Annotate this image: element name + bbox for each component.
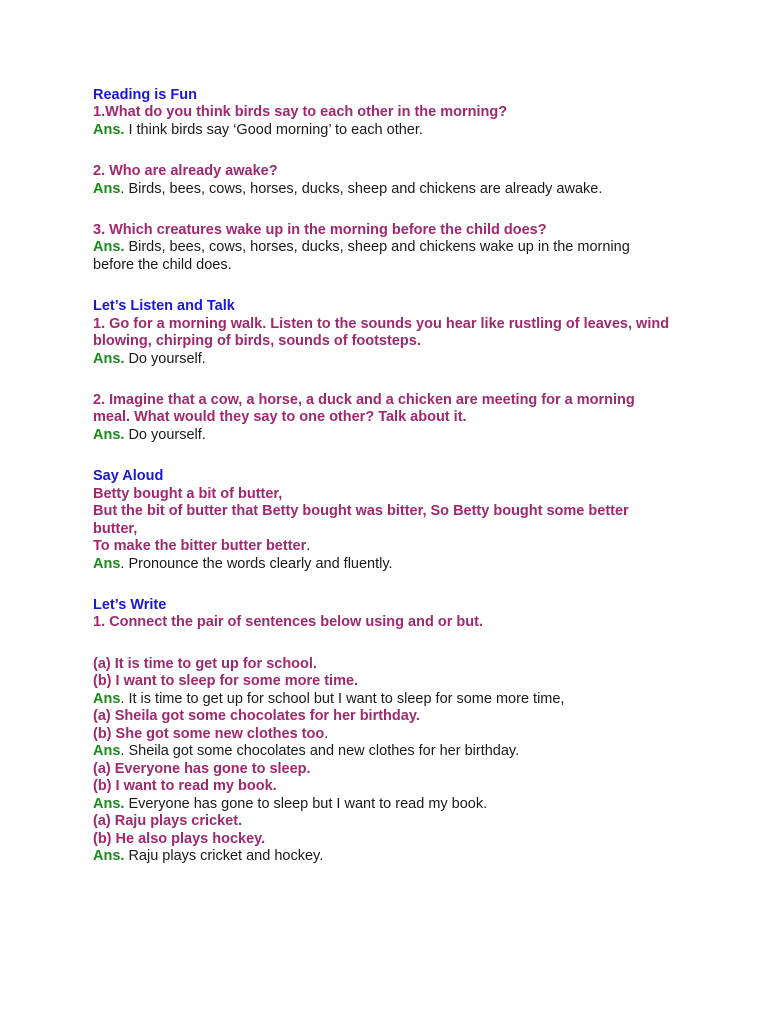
section-heading-listen: Let’s Listen and Talk bbox=[93, 298, 235, 314]
answer-text: . Sheila got some chocolates and new clothes for her birthday. bbox=[120, 743, 520, 759]
answer-label: Ans. bbox=[93, 239, 125, 255]
question-reading-1: 1.What do you think birds say to each other in the morning? bbox=[93, 104, 508, 120]
rhyme-line-2: But the bit of butter that Betty bought was bitter, So Betty bought some better bbox=[93, 503, 629, 519]
rhyme-line-3: butter, bbox=[93, 521, 138, 537]
question-listen-2-cont: meal. What would they say to one other? Talk about it. bbox=[93, 409, 467, 425]
answer-label: Ans bbox=[93, 181, 121, 197]
question-listen-1: 1. Go for a morning walk. Listen to the sounds you hear like rustling of leaves, wind bbox=[93, 316, 670, 332]
rhyme-line-1: Betty bought a bit of butter, bbox=[93, 486, 283, 502]
answer-write-2 bbox=[93, 743, 693, 761]
sentence-text: (b) She got some new clothes too bbox=[93, 726, 325, 742]
sentence-pair-1b: (b) I want to sleep for some more time. bbox=[93, 673, 359, 689]
rhyme-text: To make the bitter butter better bbox=[93, 538, 307, 554]
answer-text: . Birds, bees, cows, horses, ducks, sheep and chickens are already awake. bbox=[120, 181, 603, 197]
answer-write-3 bbox=[93, 796, 693, 814]
question-reading-2: 2. Who are already awake? bbox=[93, 163, 278, 179]
sentence-pair-2b bbox=[93, 726, 693, 744]
answer-say-aloud bbox=[93, 556, 693, 574]
answer-listen-1 bbox=[93, 351, 693, 369]
answer-text: . It is time to get up for school but I want to sleep for some more time, bbox=[120, 691, 565, 707]
rhyme-line-4 bbox=[93, 538, 693, 556]
question-write-1: 1. Connect the pair of sentences below using and or but. bbox=[93, 614, 483, 630]
section-heading-say-aloud: Say Aloud bbox=[93, 468, 164, 484]
section-heading-reading: Reading is Fun bbox=[93, 87, 197, 103]
answer-text: I think birds say ‘Good morning’ to each other. bbox=[124, 122, 423, 138]
answer-text: Do yourself. bbox=[124, 427, 206, 443]
answer-label: Ans. bbox=[93, 427, 125, 443]
question-listen-1-cont: blowing, chirping of birds, sounds of footsteps. bbox=[93, 333, 421, 349]
answer-label: Ans bbox=[93, 691, 121, 707]
sentence-pair-4b: (b) He also plays hockey. bbox=[93, 831, 266, 847]
sentence-pair-3a: (a) Everyone has gone to sleep. bbox=[93, 761, 311, 777]
answer-label: Ans. bbox=[93, 796, 125, 812]
question-reading-3: 3. Which creatures wake up in the morning before the child does? bbox=[93, 222, 547, 238]
answer-reading-2 bbox=[93, 181, 693, 199]
question-listen-2: 2. Imagine that a cow, a horse, a duck and a chicken are meeting for a morning bbox=[93, 392, 635, 408]
answer-reading-3-cont: before the child does. bbox=[93, 257, 232, 273]
answer-text: Raju plays cricket and hockey. bbox=[124, 848, 324, 864]
answer-listen-2 bbox=[93, 427, 693, 445]
sentence-pair-4a: (a) Raju plays cricket. bbox=[93, 813, 243, 829]
answer-write-1 bbox=[93, 691, 693, 709]
sentence-period: . bbox=[324, 726, 329, 742]
answer-reading-3 bbox=[93, 239, 693, 257]
answer-text: Everyone has gone to sleep but I want to read my book. bbox=[124, 796, 488, 812]
answer-text: . Pronounce the words clearly and fluently. bbox=[120, 556, 393, 572]
answer-text: Birds, bees, cows, horses, ducks, sheep and chickens wake up in the morning bbox=[124, 239, 630, 255]
answer-label: Ans bbox=[93, 743, 121, 759]
answer-text: Do yourself. bbox=[124, 351, 206, 367]
answer-label: Ans. bbox=[93, 122, 125, 138]
answer-label: Ans. bbox=[93, 848, 125, 864]
rhyme-period: . bbox=[306, 538, 311, 554]
answer-reading-1 bbox=[93, 122, 693, 140]
answer-label: Ans bbox=[93, 556, 121, 572]
sentence-pair-2a: (a) Sheila got some chocolates for her birthday. bbox=[93, 708, 420, 724]
answer-label: Ans. bbox=[93, 351, 125, 367]
answer-write-4 bbox=[93, 848, 693, 866]
section-heading-write: Let’s Write bbox=[93, 597, 167, 613]
sentence-pair-3b: (b) I want to read my book. bbox=[93, 778, 277, 794]
sentence-pair-1a: (a) It is time to get up for school. bbox=[93, 656, 317, 672]
